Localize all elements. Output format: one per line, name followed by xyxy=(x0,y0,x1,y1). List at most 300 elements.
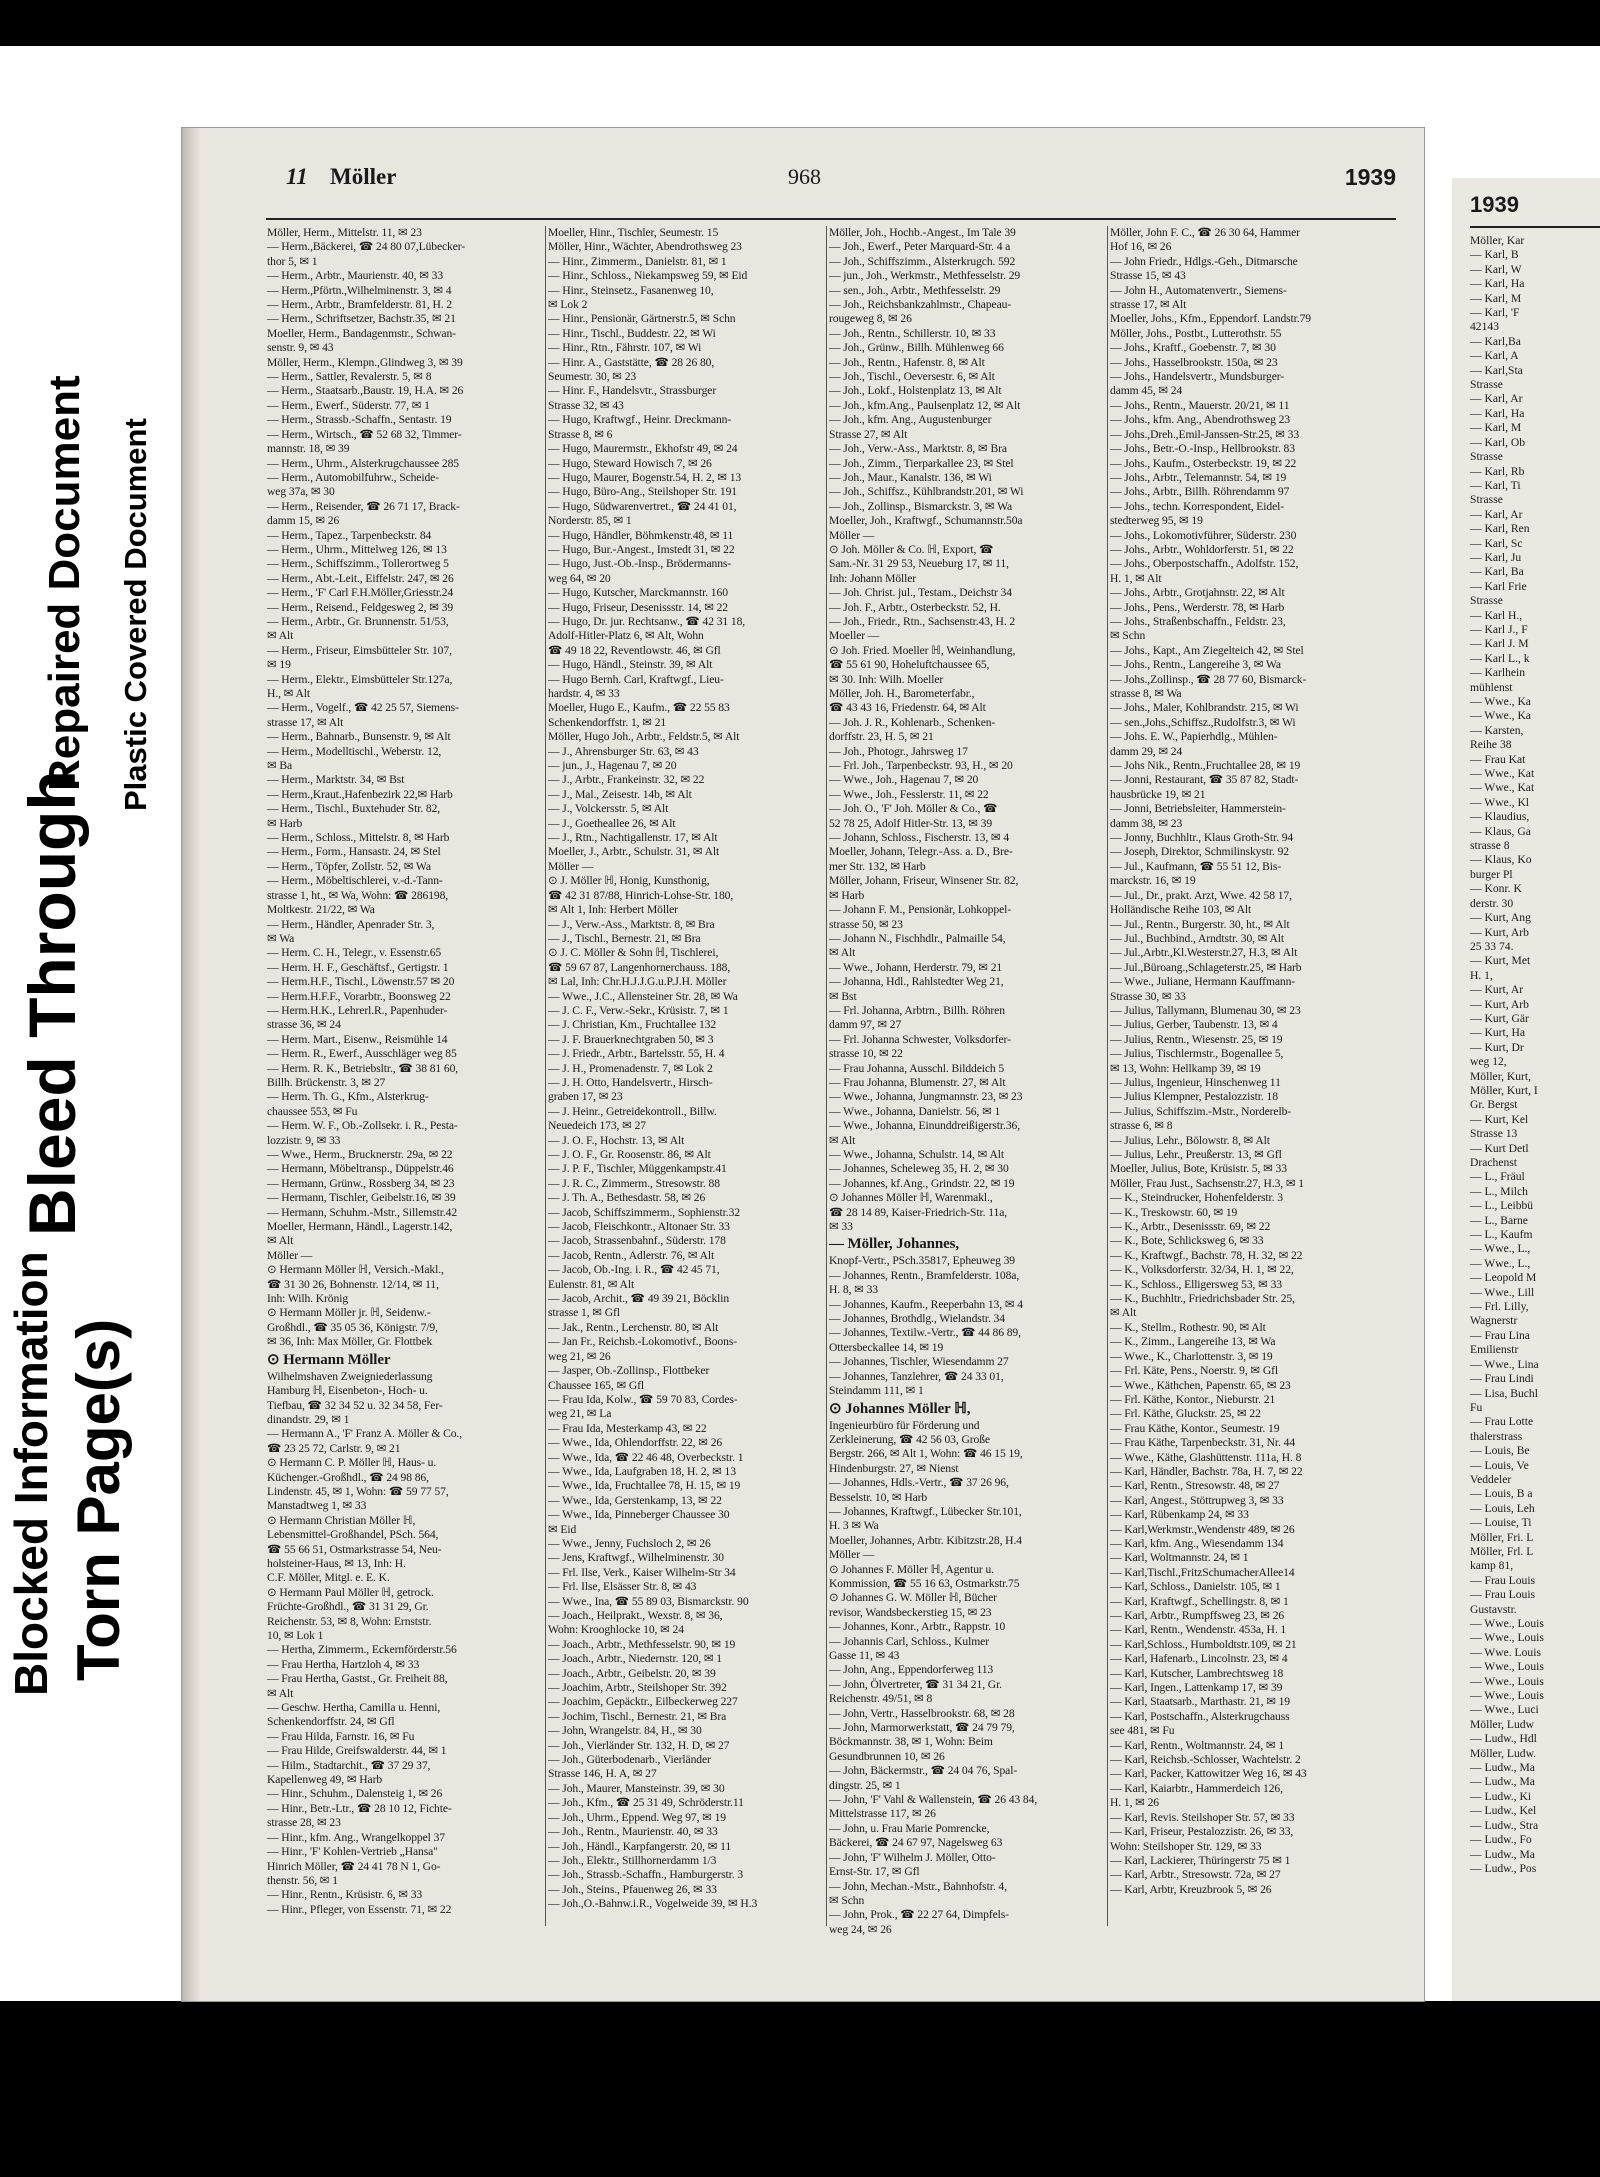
directory-entry: — Karl, Ingen., Lattenkamp 17, ✉ 39 xyxy=(1110,1681,1283,1695)
directory-entry: — Frau Johanna, Ausschl. Bilddeich 5 xyxy=(829,1061,1005,1075)
directory-entry: — Hermann, Schuhm.-Mstr., Sillemstr.42 xyxy=(267,1205,458,1219)
directory-entry: — Joh., Rentn., Maurienstr. 40, ✉ 33 xyxy=(548,1825,718,1839)
directory-entry: — Jacob, Archit., ☎ 49 39 21, Böcklin xyxy=(548,1292,730,1306)
directory-entry: 52 78 25, Adolf Hitler-Str. 13, ✉ 39 xyxy=(829,816,993,830)
adjacent-entry: — L., Kaufm xyxy=(1470,1228,1533,1242)
adjacent-entry: — L., Fräul xyxy=(1470,1170,1525,1184)
directory-entry: Moeller, Herm., Bandagenmstr., Schwan- xyxy=(267,326,456,340)
directory-entry: — Wwe., Johanna, Danielstr. 56, ✉ 1 xyxy=(829,1104,1001,1118)
directory-entry: — Jonni, Betriebsleiter, Hammerstein- xyxy=(1110,802,1286,816)
directory-entry: — Hugo, Just.-Ob.-Insp., Brödermanns- xyxy=(548,557,732,571)
adjacent-entry: strasse 8 xyxy=(1470,839,1510,853)
adjacent-entry: — Karl, W xyxy=(1470,262,1522,276)
directory-entry: — Karl, Arbtr., Rumpffsweg 23, ✉ 26 xyxy=(1110,1609,1285,1622)
directory-entry: — Joachim, Arbtr., Steilshoper Str. 392 xyxy=(548,1681,727,1695)
directory-entry: — Joh., Rentn., Hafenstr. 8, ✉ Alt xyxy=(829,355,985,369)
directory-entry: ⊙ Johannes G. W. Möller ℍ, Bücher xyxy=(829,1591,997,1605)
listing-column-4 xyxy=(1110,226,1390,1926)
directory-entry: — Joh., kfm. Ang., Augustenburger xyxy=(829,413,992,427)
directory-entry: Wohn: Steilshoper Str. 129, ✉ 33 xyxy=(1110,1839,1262,1853)
directory-entry: — Joh., Schiffsz., Kühlbrandstr.201, ✉ Wi xyxy=(829,485,1024,499)
directory-entry: Möller — xyxy=(829,528,875,542)
directory-entry: — Wwe., Ida, Ohlendorffstr. 22, ✉ 26 xyxy=(548,1436,723,1450)
directory-entry: — Hugo, Büro-Ang., Steilshoper Str. 191 xyxy=(548,485,738,499)
label-plastic-covered: Plastic Covered Document xyxy=(118,418,153,811)
directory-entry: — Karl, Revis. Steilshoper Str. 57, ✉ 33 xyxy=(1110,1810,1295,1824)
directory-entry: Lindenstr. 45, ✉ 1, Wohn: ☎ 59 77 57, xyxy=(267,1484,449,1498)
directory-entry: — Johs., Rentn., Langereihe 3, ✉ Wa xyxy=(1110,658,1281,672)
directory-entry: Seumestr. 30, ✉ 23 xyxy=(548,370,637,384)
directory-entry: — Herm., Tischl., Buxtehuder Str. 82, xyxy=(267,802,441,816)
directory-entry: — Johs., Rentn., Mauerstr. 20/21, ✉ 11 xyxy=(1110,398,1290,412)
directory-entry: — Joh., Lokf., Holstenplatz 13, ✉ Alt xyxy=(829,384,1002,398)
directory-entry: Billh. Brückenstr. 3, ✉ 27 xyxy=(267,1075,386,1089)
directory-entry: — Julius, Lehr., Bölowstr. 8, ✉ Alt xyxy=(1110,1133,1270,1147)
directory-entry: — Joh., Friedr., Rtn., Sachsenstr.43, H. 2 xyxy=(829,614,1016,628)
adjacent-entry: Gr. Bergst xyxy=(1470,1098,1518,1112)
directory-entry: strasse 50, ✉ 23 xyxy=(829,917,903,931)
directory-entry: Möller, Joh., Hochb.-Angest., Im Tale 39 xyxy=(829,226,1016,239)
directory-entry: ⊙ Johannes F. Möller ℍ, Agentur u. xyxy=(829,1562,994,1576)
adjacent-entry: — Karl L., k xyxy=(1470,651,1530,665)
listing-column-1 xyxy=(267,226,543,1926)
directory-entry: — Geschw. Hertha, Camilla u. Henni, xyxy=(267,1701,441,1715)
directory-entry: ⊙ J. C. Möller & Sohn ℍ, Tischlerei, xyxy=(548,946,719,960)
directory-entry: graben 17, ✉ 23 xyxy=(548,1090,623,1104)
directory-entry: — Hinr., Pensionär, Gärtnerstr.5, ✉ Schn xyxy=(548,312,736,326)
directory-entry: Zerkleinerung, ☎ 42 56 03, Große xyxy=(829,1432,990,1446)
directory-entry: — John, 'F' Vahl & Wallenstein, ☎ 26 43 84, xyxy=(829,1793,1038,1807)
adjacent-entry: Strasse xyxy=(1470,493,1503,507)
directory-entry: — Herm., Form., Hansastr. 24, ✉ Stel xyxy=(267,845,441,859)
adjacent-entry: — Ludw., Pos xyxy=(1470,1861,1537,1875)
directory-entry: — Joh., Schiffszimm., Alsterkrugch. 592 xyxy=(829,254,1016,268)
directory-entry: — Johs. E. W., Papierhdlg., Mühlen- xyxy=(1110,730,1278,744)
adjacent-entry: — L., Barne xyxy=(1470,1213,1528,1227)
directory-entry: — Frl. Joh., Tarpenbeckstr. 93, H., ✉ 20 xyxy=(829,759,1013,773)
adjacent-entry: — Frau Lina xyxy=(1470,1328,1530,1342)
adjacent-entry: — Wwe., L., xyxy=(1470,1256,1531,1270)
adjacent-entry: — Ludw., Ma xyxy=(1470,1775,1535,1789)
directory-entry: — Frau Käthe, Tarpenbeckstr. 31, Nr. 44 xyxy=(1110,1436,1296,1450)
adjacent-entry: — Karl H., xyxy=(1470,608,1523,622)
directory-entry: Strasse 30, ✉ 33 xyxy=(1110,989,1186,1003)
directory-entry: — Herm., 'F' Carl F.H.Möller,Griesstr.24 xyxy=(267,586,454,600)
directory-entry: — Hilm., Stadtarchit., ☎ 37 29 37, xyxy=(267,1758,431,1772)
adjacent-entry: — Karl, Sc xyxy=(1470,536,1523,550)
directory-entry: Schenkendorffstr. 24, ✉ Gfl xyxy=(267,1715,395,1729)
directory-entry: — Jasper, Ob.-Zollinsp., Flottbeker xyxy=(548,1364,710,1378)
directory-entry: — Julius, Gerber, Taubenstr. 13, ✉ 4 xyxy=(1110,1018,1278,1032)
adjacent-entry: — Karl, Ti xyxy=(1470,478,1521,492)
directory-entry: Möller — xyxy=(829,1548,875,1562)
directory-entry: — Karl, Lackierer, Thüringerstr 75 ✉ 1 xyxy=(1110,1853,1291,1867)
directory-entry: — Joh. J. R., Kohlenarb., Schenken- xyxy=(829,715,996,729)
directory-entry: — Johs., Maler, Kohlbrandstr. 215, ✉ Wi xyxy=(1110,701,1299,715)
adjacent-entry: — Leopold M xyxy=(1470,1271,1537,1285)
directory-entry: Strasse 146, H. A, ✉ 27 xyxy=(548,1767,657,1781)
directory-entry: ⊙ Johannes Möller ℍ, Warenmakl., xyxy=(829,1191,993,1205)
adjacent-entry: Strasse xyxy=(1470,378,1503,392)
directory-entry: — John, 'F' Wilhelm J. Möller, Otto- xyxy=(829,1850,996,1864)
directory-entry: — Frl. Käthe, Gluckstr. 25, ✉ 22 xyxy=(1110,1407,1261,1421)
directory-entry: — J., Goetheallee 26, ✉ Alt xyxy=(548,816,676,830)
directory-entry: ✉ Harb xyxy=(267,816,303,830)
directory-entry: — Joh., Steins., Pfauenweg 26, ✉ 33 xyxy=(548,1882,717,1896)
directory-entry: 10, ✉ Lok 1 xyxy=(267,1629,324,1642)
adjacent-entry: — Karsten, xyxy=(1470,723,1524,737)
directory-entry: — Herm.,Bäckerei, ☎ 24 80 07,Lübecker- xyxy=(267,240,466,254)
directory-entry: — Joh., Tischl., Oeversestr. 6, ✉ Alt xyxy=(829,370,995,384)
directory-entry: ✉ Lok 2 xyxy=(548,298,588,312)
directory-entry: Kommission, ☎ 55 16 63, Ostmarkstr.75 xyxy=(829,1576,1020,1590)
adjacent-entry: — Wwe., Louis xyxy=(1470,1631,1544,1645)
directory-entry: Moltkestr. 21/22, ✉ Wa xyxy=(267,903,375,917)
directory-entry: — Karl, Rentn., Stresowstr. 48, ✉ 27 xyxy=(1110,1479,1280,1493)
directory-entry: — Johs., Kraftf., Goebenstr. 7, ✉ 30 xyxy=(1110,341,1276,355)
directory-entry: — Herm., Uhrm., Alsterkrugchaussee 285 xyxy=(267,456,459,470)
directory-entry: — Herm.H.F.F., Vorarbtr., Boonsweg 22 xyxy=(267,989,451,1003)
page-header xyxy=(286,164,1396,204)
directory-entry: — Johs., Oberpostschaffn., Adolfstr. 152, xyxy=(1110,557,1299,571)
adjacent-entry: — Wwe., Ka xyxy=(1470,709,1531,723)
directory-entry: — Herm. H. F., Geschäftsf., Gertigstr. 1 xyxy=(267,960,449,974)
directory-entry: — Johs., Kapt., Am Ziegelteich 42, ✉ Stel xyxy=(1110,643,1304,657)
adjacent-entry: H. 1, xyxy=(1470,968,1493,982)
label-torn-pages: Torn Page(s) xyxy=(65,1318,132,1681)
directory-entry: ⊙ Hermann Paul Möller ℍ, getrock. xyxy=(267,1585,434,1599)
directory-entry: — Johs., Straßenbschaffn., Feldstr. 23, xyxy=(1110,614,1286,628)
directory-entry: — Frl. Johanna, Arbtrn., Billh. Röhren xyxy=(829,1003,1005,1017)
listing-column-3 xyxy=(829,226,1105,1936)
directory-entry: ⊙ Hermann Möller xyxy=(267,1351,391,1368)
directory-entry: — Hinr., Zimmerm., Danielstr. 81, ✉ 1 xyxy=(548,254,727,268)
directory-entry: — Hugo, Händler, Böhmkenstr.48, ✉ 11 xyxy=(548,528,734,542)
directory-entry: thor 5, ✉ 1 xyxy=(267,254,318,268)
directory-entry: Holländische Reihe 103, ✉ Alt xyxy=(1110,903,1252,917)
directory-entry: — Wwe., Ida, Gerstenkamp, 13, ✉ 22 xyxy=(548,1493,722,1507)
directory-entry: ⊙ Hermann C. P. Möller ℍ, Haus- u. xyxy=(267,1456,437,1470)
directory-entry: — Hinr., kfm. Ang., Wrangelkoppel 37 xyxy=(267,1830,445,1844)
directory-entry: Möller, Frau Just., Sachsenstr.27, H.3, ✉ 1 xyxy=(1110,1176,1304,1190)
directory-entry: — Hinr., Pfleger, von Essenstr. 71, ✉ 22 xyxy=(267,1902,452,1916)
directory-entry: Besselstr. 10, ✉ Harb xyxy=(829,1490,928,1504)
directory-entry: damm 97, ✉ 27 xyxy=(829,1018,902,1032)
adjacent-entry: weg 12, xyxy=(1470,1055,1507,1069)
adjacent-entry: — Wwe., Lill xyxy=(1470,1285,1535,1299)
directory-entry: — Julius, Rentn., Wiesenstr. 25, ✉ 19 xyxy=(1110,1032,1283,1046)
directory-entry: — Herm., Tapez., Tarpenbeckstr. 84 xyxy=(267,528,432,542)
adjacent-entry: 42143 xyxy=(1470,320,1499,334)
target-labels xyxy=(0,46,190,2001)
directory-entry: — Hinr., Betr.-Ltr., ☎ 28 10 12, Fichte- xyxy=(267,1801,452,1815)
directory-entry: — J. O. F., Hochstr. 13, ✉ Alt xyxy=(548,1133,685,1147)
adjacent-entry: — Kurt, Kel xyxy=(1470,1112,1529,1126)
directory-entry: — Herm., Reisender, ☎ 26 71 17, Brack- xyxy=(267,499,460,513)
directory-entry: marckstr. 16, ✉ 19 xyxy=(1110,874,1196,888)
directory-entry: — Joh., Händl., Karpfangerstr. 20, ✉ 11 xyxy=(548,1839,732,1853)
directory-entry: — Johs., Arbtr., Billh. Röhrendamm 97 xyxy=(1110,485,1290,499)
directory-entry: — Frl. Ilse, Verk., Kaiser Wilhelm-Str 34 xyxy=(548,1565,736,1579)
directory-entry: — Johannis Carl, Schloss., Kulmer xyxy=(829,1634,989,1648)
directory-entry: senstr. 9, ✉ 43 xyxy=(267,341,334,355)
directory-entry: ✉ Alt xyxy=(829,946,856,960)
directory-entry: Knopf-Vertr., PSch.35817, Epheuweg 39 xyxy=(829,1254,1015,1268)
directory-entry: — John, Marmorwerkstatt, ☎ 24 79 79, xyxy=(829,1721,1015,1735)
directory-entry: — Johs., Pens., Werderstr. 78, ✉ Harb xyxy=(1110,600,1285,614)
directory-entry: — Jul.,Arbtr.,Kl.Westerstr.27, H.3, ✉ Alt xyxy=(1110,946,1298,960)
directory-entry: Ingenieurbüro für Förderung und xyxy=(829,1418,980,1432)
directory-entry: — Hugo, Kutscher, Marckmannstr. 160 xyxy=(548,586,728,600)
directory-entry: — Hugo, Friseur, Desenissstr. 14, ✉ 22 xyxy=(548,600,728,614)
directory-entry: ✉ Lal, Inh: Chr.H.J.J.G.u.P.J.H. Möller xyxy=(548,975,727,989)
adjacent-entry: — Karl, Ba xyxy=(1470,565,1524,579)
directory-entry: strasse 28, ✉ 23 xyxy=(267,1816,341,1830)
directory-entry: — Hinr., Schloss., Niekampsweg 59, ✉ Eid xyxy=(548,269,748,283)
directory-entry: Möller — xyxy=(267,1248,313,1262)
directory-entry: Bergstr. 266, ✉ Alt 1, Wohn: ☎ 46 15 19, xyxy=(829,1447,1023,1461)
directory-entry: — Johanna, Hdl., Rahlstedter Weg 21, xyxy=(829,975,1004,989)
adjacent-entry: — Wwe., Ka xyxy=(1470,695,1531,708)
directory-entry: Küchenger.-Großhdl., ☎ 24 98 86, xyxy=(267,1470,429,1484)
adjacent-entry: Veddeler xyxy=(1470,1472,1512,1486)
adjacent-entry: mühlenst xyxy=(1470,680,1513,694)
directory-entry: damm 38, ✉ 23 xyxy=(1110,816,1183,830)
directory-entry: Strasse 27, ✉ Alt xyxy=(829,427,908,441)
directory-entry: Wohn: Krooghlocke 10, ✉ 24 xyxy=(548,1623,684,1637)
directory-entry: Moeller, Joh., Kraftwgf., Schumannstr.50a xyxy=(829,514,1023,528)
directory-entry: — J., Tischl., Bernestr. 21, ✉ Bra xyxy=(548,931,701,945)
adjacent-entry: derstr. 30 xyxy=(1470,896,1514,910)
directory-entry: — Joh.,O.-Bahnw.i.R., Vogelweide 39, ✉ H.3 xyxy=(548,1897,758,1911)
volume-number: 11 xyxy=(286,164,308,189)
adjacent-entry: — Karl J. M xyxy=(1470,637,1529,651)
directory-entry: — Joh., Vierländer Str. 132, H. D, ✉ 27 xyxy=(548,1738,730,1752)
directory-entry: hardstr. 4, ✉ 33 xyxy=(548,687,620,700)
adjacent-entry: — Wwe., Kat xyxy=(1470,767,1535,781)
directory-entry: — Herm., Reisend., Feldgesweg 2, ✉ 39 xyxy=(267,600,454,614)
directory-entry: — Karl, Angest., Stöttrupweg 3, ✉ 33 xyxy=(1110,1493,1284,1507)
directory-entry: ✉ Ba xyxy=(267,759,293,773)
directory-entry: — Johs., Lokomotivführer, Süderstr. 230 xyxy=(1110,528,1297,542)
adjacent-entry: Strasse 13 xyxy=(1470,1127,1518,1141)
directory-entry: Moeller, Hinr., Tischler, Seumestr. 15 xyxy=(548,226,719,239)
directory-entry: — Karl, Rübenkamp 24, ✉ 33 xyxy=(1110,1508,1249,1522)
directory-entry: — Hinr., Schuhm., Dalensteig 1, ✉ 26 xyxy=(267,1787,443,1801)
adjacent-entry: — Karl, Ju xyxy=(1470,550,1522,564)
adjacent-entry: — Wwe., L., xyxy=(1470,1242,1531,1256)
adjacent-entry: — Klaus, Ga xyxy=(1470,824,1531,838)
adjacent-entry: Möller, Fri. L xyxy=(1470,1530,1534,1544)
directory-entry: — Herm., Händler, Apenrader Str. 3, xyxy=(267,917,435,931)
directory-entry: — Karl, Packer, Kattowitzer Weg 16, ✉ 43 xyxy=(1110,1767,1307,1781)
directory-entry: — Hugo, Händl., Steinstr. 39, ✉ Alt xyxy=(548,658,713,672)
adjacent-entry: — Konr. K xyxy=(1470,882,1522,896)
directory-entry: ☎ 59 67 87, Langenhornerchauss. 188, xyxy=(548,960,731,974)
header-rule xyxy=(266,218,1396,220)
directory-entry: — Karl, Rentn., Wendenstr. 453a, H. 1 xyxy=(1110,1623,1287,1637)
directory-entry: Moeller, J., Arbtr., Schulstr. 31, ✉ Alt xyxy=(548,845,720,859)
directory-entry: — Joh., Ewerf., Peter Marquard-Str. 4 a xyxy=(829,240,1011,254)
directory-entry: ✉ Alt xyxy=(267,1234,294,1248)
directory-entry: Gasse 11, ✉ 43 xyxy=(829,1649,900,1662)
directory-entry: — Herm., Sattler, Revalerstr. 5, ✉ 8 xyxy=(267,370,432,384)
directory-entry: — Wwe., Herm., Brucknerstr. 29a, ✉ 22 xyxy=(267,1148,453,1161)
directory-entry: — Karl, Arbtr, Kreuzbrook 5, ✉ 26 xyxy=(1110,1882,1272,1896)
adjacent-entry: Möller, Kurt, I xyxy=(1470,1083,1538,1097)
directory-entry: — Johs.,Zollinsp., ☎ 28 77 60, Bismarck- xyxy=(1110,672,1307,686)
directory-entry: — Jens, Kraftwgf., Wilhelminenstr. 30 xyxy=(548,1551,724,1565)
adjacent-entry: — Kurt, Arb xyxy=(1470,925,1529,939)
directory-entry: — Joh., Elektr., Stillhornerdamm 1/3 xyxy=(548,1853,717,1867)
adjacent-entry: — Klaus, Ko xyxy=(1470,853,1532,867)
adjacent-entry: Möller, Kar xyxy=(1470,234,1525,247)
directory-entry: Hof 16, ✉ 26 xyxy=(1110,240,1172,254)
directory-entry: lozzistr. 9, ✉ 33 xyxy=(267,1133,341,1147)
directory-entry: — Hugo, Bur.-Angest., Imstedt 31, ✉ 22 xyxy=(548,542,735,556)
directory-entry: — Frau Hilda, Farnstr. 16, ✉ Fu xyxy=(267,1729,415,1743)
running-head-name: Möller xyxy=(330,164,397,189)
adjacent-entry: — Kurt, Dr xyxy=(1470,1040,1524,1054)
directory-entry: see 481, ✉ Fu xyxy=(1110,1724,1175,1738)
directory-entry: — Herm. Th. G., Kfm., Alsterkrug- xyxy=(267,1090,429,1104)
directory-entry: Manstadtweg 1, ✉ 33 xyxy=(267,1499,367,1513)
adjacent-entry: — Ludw., Kel xyxy=(1470,1804,1537,1818)
directory-entry: Möller, Hinr., Wächter, Abendrothsweg 23 xyxy=(548,240,742,254)
directory-entry: — Frl. Käte, Pens., Noerstr. 9, ✉ Gfl xyxy=(1110,1364,1278,1378)
adjacent-entry: — Louis, Ve xyxy=(1470,1458,1529,1472)
adjacent-entry: — Wwe., Kl xyxy=(1470,795,1530,809)
directory-entry: — Herm., Marktstr. 34, ✉ Bst xyxy=(267,773,405,787)
directory-entry: — Joh. Christ. jul., Testam., Deichstr 34 xyxy=(829,586,1012,600)
directory-entry: — Jacob, Fleischkontr., Altonaer Str. 33 xyxy=(548,1220,730,1234)
directory-entry: Kapellenweg 49, ✉ Harb xyxy=(267,1773,383,1787)
adjacent-entry: — Louis, Be xyxy=(1470,1444,1530,1458)
directory-entry: — Karl, Arbtr., Stresowstr. 72a, ✉ 27 xyxy=(1110,1868,1281,1882)
directory-entry: — Johannes, kf.Ang., Grindstr. 22, ✉ 19 xyxy=(829,1176,1015,1190)
directory-entry: rougeweg 8, ✉ 26 xyxy=(829,312,912,326)
directory-entry: — Johs., Betr.-O.-Insp., Hellbrookstr. 83 xyxy=(1110,442,1295,456)
directory-entry: — Herm., Arbtr., Bramfelderstr. 81, H. 2 xyxy=(267,298,453,312)
directory-entry: ⊙ Hermann Christian Möller ℍ, xyxy=(267,1513,416,1527)
directory-entry: — Joachim, Gepäcktr., Eilbeckerweg 227 xyxy=(548,1695,738,1709)
adjacent-entry: — Frau Louis xyxy=(1470,1573,1536,1587)
directory-entry: ✉ Schn xyxy=(1110,629,1146,643)
adjacent-entry: — Frau Lindi xyxy=(1470,1372,1534,1386)
directory-entry: dinandstr. 29, ✉ 1 xyxy=(267,1412,350,1426)
directory-entry: — Jonny, Buchhltr., Klaus Groth-Str. 94 xyxy=(1110,831,1294,845)
adjacent-entry: — Karl, A xyxy=(1470,349,1519,363)
directory-entry: weg 21, ✉ La xyxy=(548,1407,612,1421)
directory-entry: weg 37a, ✉ 30 xyxy=(267,485,335,499)
directory-entry: — Jacob, Rentn., Adlerstr. 76, ✉ Alt xyxy=(548,1248,715,1262)
directory-entry: — Joh., Strassb.-Schaffn., Hamburgerstr. 3 xyxy=(548,1868,744,1882)
directory-entry: — K., Bote, Schlicksweg 6, ✉ 33 xyxy=(1110,1234,1264,1248)
directory-entry: — Karl, Postschaffn., Alsterkrugchauss xyxy=(1110,1709,1290,1723)
directory-entry: chaussee 553, ✉ Fu xyxy=(267,1104,358,1118)
directory-entry: — Johannes, Tanzlehrer, ☎ 24 33 01, xyxy=(829,1369,1004,1383)
directory-entry: Möller, Hugo Joh., Arbtr., Feldstr.5, ✉ Alt xyxy=(548,730,740,744)
directory-entry: weg 64, ✉ 20 xyxy=(548,571,611,585)
directory-entry: — Joh., Zimm., Tierparkallee 23, ✉ Stel xyxy=(829,456,1014,470)
directory-entry: ✉ Alt xyxy=(267,629,294,643)
label-bleed-through: Bleed Through xyxy=(15,770,89,1236)
directory-entry: — Wwe., Ida, Fruchtallee 78, H. 15, ✉ 19 xyxy=(548,1479,741,1493)
directory-entry: ⊙ Johannes Möller ℍ, xyxy=(829,1400,971,1417)
directory-entry: Möller — xyxy=(548,859,594,873)
directory-entry: — Joh. O., 'F' Joh. Möller & Co., ☎ xyxy=(829,802,998,816)
directory-entry: — Karl,Schloss., Humboldtstr.109, ✉ 21 xyxy=(1110,1637,1297,1651)
directory-entry: — K., Treskowstr. 60, ✉ 19 xyxy=(1110,1205,1238,1219)
directory-entry: — Herm., Schriftsetzer, Bachstr.35, ✉ 21 xyxy=(267,312,456,326)
directory-entry: — Frl. Johanna Schwester, Volksdorfer- xyxy=(829,1032,1011,1046)
directory-entry: — Hugo, Steward Howisch 7, ✉ 26 xyxy=(548,456,712,470)
directory-entry: ☎ 42 31 87/88, Hinrich-Lohse-Str. 180, xyxy=(548,888,734,902)
directory-entry: H. 1, ✉ Alt xyxy=(1110,571,1162,585)
directory-entry: — J. C. F., Verw.-Sekr., Krüsistr. 7, ✉ 1 xyxy=(548,1003,729,1017)
directory-entry: H., ✉ Alt xyxy=(267,687,310,700)
directory-entry: — Hinr., 'F' Kohlen-Vertrieb „Hansa" xyxy=(267,1845,438,1859)
directory-entry: — Karl, Reichsb.-Schlosser, Wachtelstr. 2 xyxy=(1110,1753,1301,1767)
directory-entry: — Frl. Ilse, Elsässer Str. 8, ✉ 43 xyxy=(548,1580,697,1594)
directory-entry: — Julius Klempner, Pestalozzistr. 18 xyxy=(1110,1090,1278,1104)
directory-entry: — John, Ölvertreter, ☎ 31 34 21, Gr. xyxy=(829,1677,1002,1691)
directory-entry: — Herm.,Pförtn.,Wilhelminenstr. 3, ✉ 4 xyxy=(267,283,452,297)
directory-entry: ☎ 55 66 51, Ostmarkstrasse 54, Neu- xyxy=(267,1542,442,1556)
directory-entry: — Hermann, Tischler, Geibelstr.16, ✉ 39 xyxy=(267,1191,456,1205)
directory-entry: Früchte-Großhdl., ☎ 31 31 29, Gr. xyxy=(267,1600,429,1614)
directory-entry: ✉ Harb xyxy=(829,888,865,902)
column-divider xyxy=(826,226,827,1926)
directory-entry: — Herm., Friseur, Eimsbütteler Str. 107, xyxy=(267,643,452,657)
directory-entry: — Wwe., Joh., Hagenau 7, ✉ 20 xyxy=(829,773,979,787)
adjacent-entry: — Lisa, Buchl xyxy=(1470,1386,1538,1400)
adjacent-entry: — Kurt, Ar xyxy=(1470,983,1524,997)
listing-column-2 xyxy=(548,226,824,1926)
adjacent-entry: — Karl J., F xyxy=(1470,622,1528,636)
adjacent-entry: — Ludw., Ma xyxy=(1470,1761,1535,1775)
directory-entry: Moeller, Johannes, Arbtr. Kibitzstr.28, H.4 xyxy=(829,1533,1022,1547)
directory-entry: dingstr. 25, ✉ 1 xyxy=(829,1778,901,1792)
directory-entry: ✉ Alt xyxy=(829,1133,856,1147)
directory-entry: — Wwe., Ida, Pinneberger Chaussee 30 xyxy=(548,1508,730,1522)
directory-entry: — Johannes, Kraftwgf., Lübecker Str.101, xyxy=(829,1504,1022,1518)
directory-entry: — Wwe., Juliane, Hermann Kauffmann- xyxy=(1110,975,1296,989)
directory-page xyxy=(182,128,1424,2001)
directory-entry: Moeller, Julius, Bote, Krüsistr. 5, ✉ 33 xyxy=(1110,1162,1287,1176)
directory-entry: — Frau Käthe, Kontor., Seumestr. 19 xyxy=(1110,1421,1280,1435)
directory-entry: — Herm., Uhrm., Mittelweg 126, ✉ 13 xyxy=(267,542,447,556)
directory-entry: — Hugo, Südwarenvertret., ☎ 24 41 01, xyxy=(548,499,737,513)
directory-entry: — Johs., techn. Korrespondent, Eidel- xyxy=(1110,499,1285,513)
adjacent-entry: — Karl, Ar xyxy=(1470,507,1523,521)
directory-entry: — Herm., Automobilfuhrw., Scheide- xyxy=(267,470,439,484)
scan-border-bottom xyxy=(0,2001,1600,2177)
adjacent-page-year: 1939 xyxy=(1470,192,1519,217)
directory-entry: — Herm., Arbtr., Gr. Brunnenstr. 51/53, xyxy=(267,614,449,628)
directory-entry: — K., Buchhltr., Friedrichsbader Str. 25, xyxy=(1110,1292,1295,1306)
adjacent-entry: — Ludw., Stra xyxy=(1470,1818,1539,1832)
directory-entry: — J., Verw.-Ass., Marktstr. 8, ✉ Bra xyxy=(548,917,715,931)
scan-border-top xyxy=(0,0,1600,46)
directory-entry: — Wwe., Käthchen, Papenstr. 65, ✉ 23 xyxy=(1110,1378,1291,1392)
directory-entry: thenstr. 56, ✉ 1 xyxy=(267,1873,338,1887)
directory-entry: Tiefbau, ☎ 32 34 52 u. 32 34 58, Fer- xyxy=(267,1398,443,1412)
directory-entry: — Joh., Grünw., Billh. Mühlenweg 66 xyxy=(829,341,1004,355)
directory-entry: — Johann N., Fischhdlr., Palmaille 54, xyxy=(829,931,1006,945)
adjacent-entry: thalerstrass xyxy=(1470,1429,1523,1443)
directory-entry: ✉ Eid xyxy=(548,1522,577,1536)
